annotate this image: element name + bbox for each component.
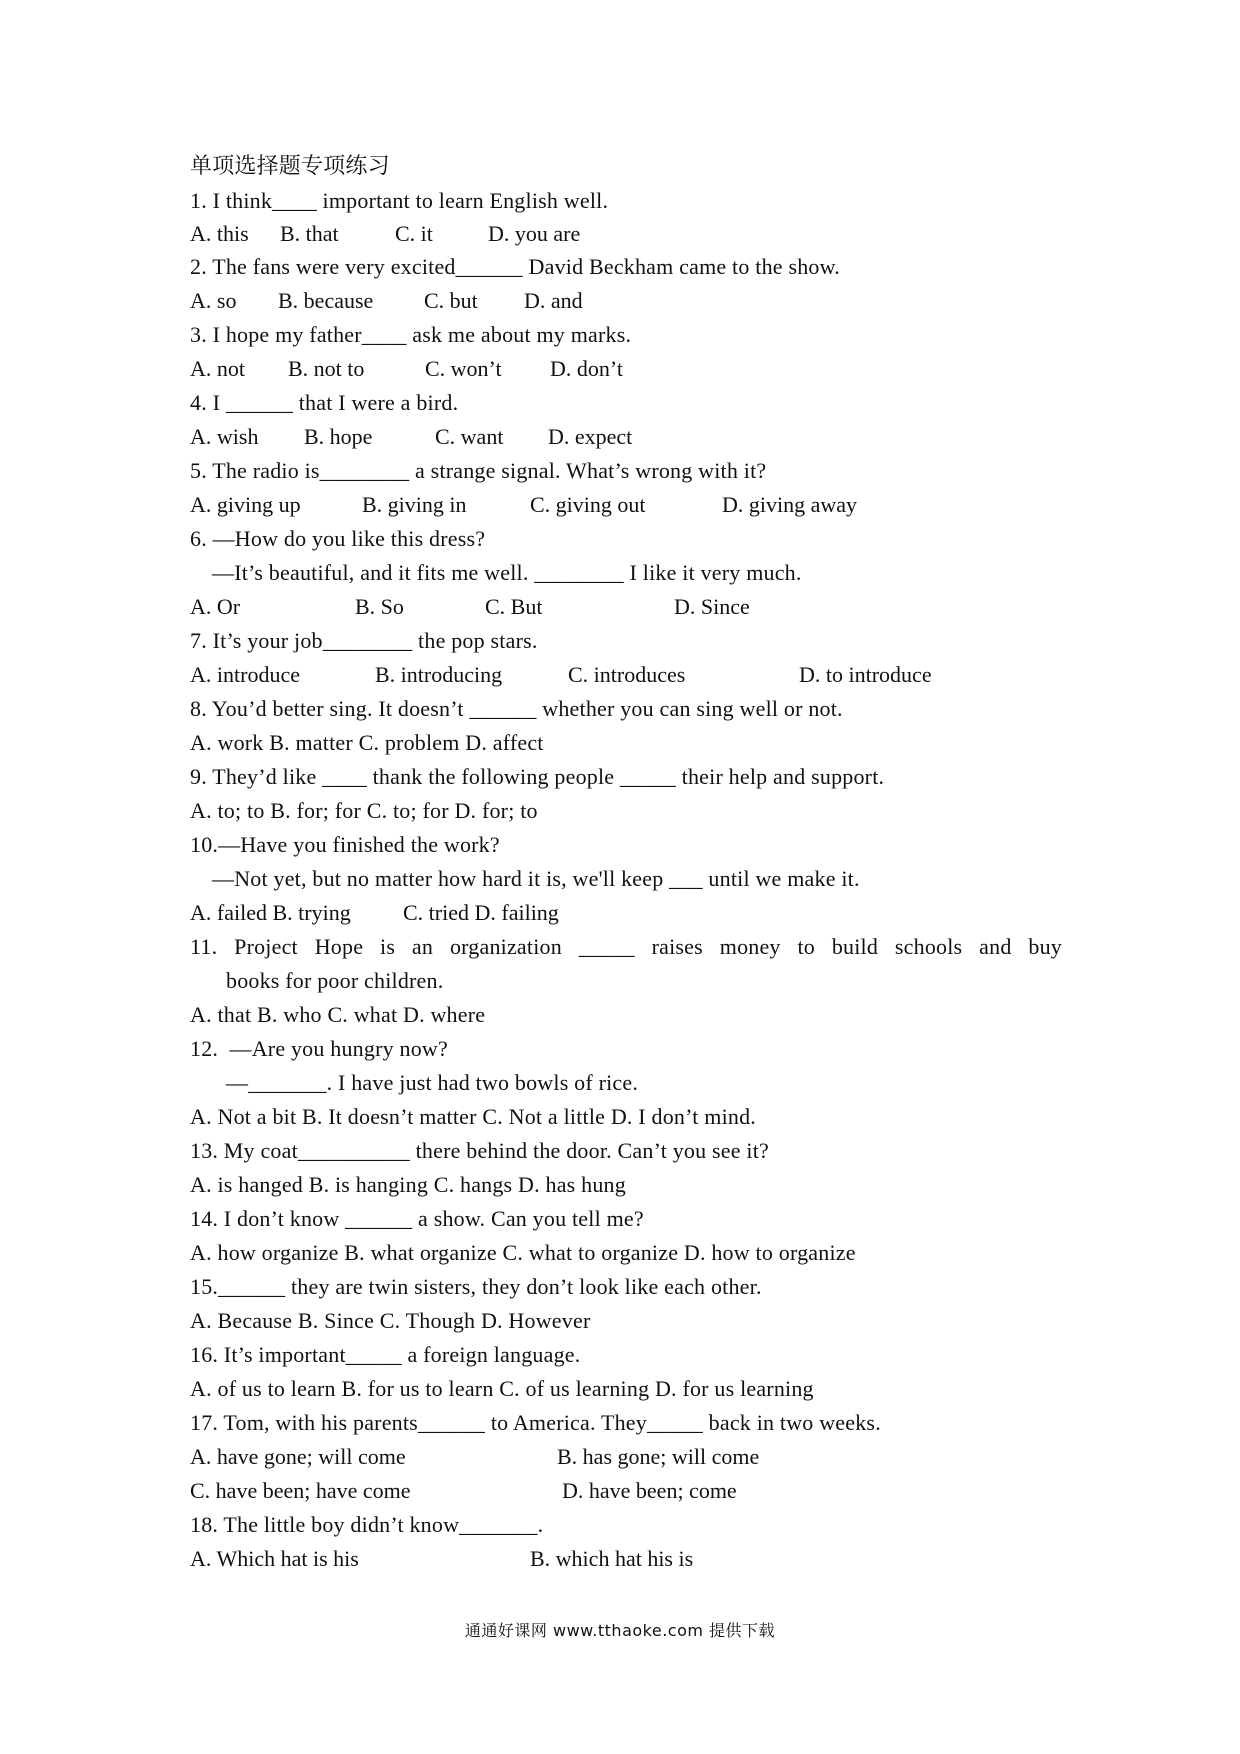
question-2-stem: 2. The fans were very excited______ David Beckham came to the show. xyxy=(190,254,840,279)
options-a-b: A. failed B. trying xyxy=(190,900,351,925)
question-18-options xyxy=(190,1544,1070,1574)
option-a: A. Or xyxy=(190,594,241,619)
option-a: A. wish xyxy=(190,424,259,449)
option-b: B. which hat his is xyxy=(530,1546,694,1571)
option-b: B. giving in xyxy=(362,492,467,517)
question-17-stem: 17. Tom, with his parents______ to America. They_____ back in two weeks. xyxy=(190,1410,881,1435)
option-b: B. has gone; will come xyxy=(557,1444,760,1469)
question-6-options xyxy=(190,592,1070,622)
options-c-d: C. tried D. failing xyxy=(403,900,559,925)
question-9-options: A. to; to B. for; for C. to; for D. for; to xyxy=(190,798,538,823)
question-10-stem: 10.—Have you finished the work? xyxy=(190,832,500,857)
question-12-stem: 12. —Are you hungry now? xyxy=(190,1036,448,1061)
option-c: C. won’t xyxy=(425,356,502,381)
question-4-stem: 4. I ______ that I were a bird. xyxy=(190,390,459,415)
question-17-options-row2 xyxy=(190,1476,1070,1506)
question-4-options xyxy=(190,422,1070,452)
option-a: A. Which hat is his xyxy=(190,1546,359,1571)
option-d: D. and xyxy=(524,288,583,313)
option-c: C. but xyxy=(424,288,478,313)
option-a: A. introduce xyxy=(190,662,300,687)
option-c: C. want xyxy=(435,424,504,449)
question-17-options-row1 xyxy=(190,1442,1070,1472)
question-1-options xyxy=(190,219,1070,249)
question-11-stem: 11. Project Hope is an organization _____ raises money to build schools and buy xyxy=(190,934,1062,959)
question-14-options: A. how organize B. what organize C. what to organize D. how to organize xyxy=(190,1240,856,1265)
option-d: D. expect xyxy=(548,424,633,449)
option-b: B. that xyxy=(280,221,339,246)
option-b: B. not to xyxy=(288,356,365,381)
question-16-options: A. of us to learn B. for us to learn C. of us learning D. for us learning xyxy=(190,1376,814,1401)
page-title: 单项选择题专项练习 xyxy=(190,154,390,179)
question-12-options: A. Not a bit B. It doesn’t matter C. Not a little D. I don’t mind. xyxy=(190,1104,756,1129)
option-a: A. this xyxy=(190,221,249,246)
option-d: D. you are xyxy=(488,221,581,246)
question-1-stem: 1. I think____ important to learn English well. xyxy=(190,188,609,213)
question-10-reply: —Not yet, but no matter how hard it is, we'll keep ___ until we make it. xyxy=(212,866,860,891)
question-6-stem: 6. —How do you like this dress? xyxy=(190,526,486,551)
option-c: C. But xyxy=(485,594,543,619)
question-9-stem: 9. They’d like ____ thank the following people _____ their help and support. xyxy=(190,764,885,789)
question-8-stem: 8. You’d better sing. It doesn’t ______ whether you can sing well or not. xyxy=(190,696,843,721)
question-11-stem-continued: books for poor children. xyxy=(226,968,444,993)
option-b: B. So xyxy=(355,594,404,619)
option-c: C. have been; have come xyxy=(190,1478,411,1503)
question-11-options: A. that B. who C. what D. where xyxy=(190,1002,486,1027)
page-footer: 通通好课网 www.tthaoke.com 提供下载 xyxy=(464,1621,776,1640)
option-b: B. because xyxy=(278,288,374,313)
question-12-reply: —_______. I have just had two bowls of rice. xyxy=(226,1070,639,1095)
question-10-options xyxy=(190,898,1070,928)
question-2-options xyxy=(190,286,1070,316)
question-16-stem: 16. It’s important_____ a foreign language. xyxy=(190,1342,581,1367)
question-18-stem: 18. The little boy didn’t know_______. xyxy=(190,1512,544,1537)
option-c: C. giving out xyxy=(530,492,646,517)
question-13-stem: 13. My coat__________ there behind the door. Can’t you see it? xyxy=(190,1138,769,1163)
option-c: C. introduces xyxy=(568,662,686,687)
question-15-stem: 15.______ they are twin sisters, they don’t look like each other. xyxy=(190,1274,762,1299)
question-8-options: A. work B. matter C. problem D. affect xyxy=(190,730,544,755)
question-3-stem: 3. I hope my father____ ask me about my marks. xyxy=(190,322,632,347)
option-a: A. giving up xyxy=(190,492,301,517)
option-d: D. don’t xyxy=(550,356,623,381)
option-d: D. giving away xyxy=(722,492,858,517)
question-7-options xyxy=(190,660,1070,690)
option-a: A. have gone; will come xyxy=(190,1444,406,1469)
question-5-stem: 5. The radio is________ a strange signal. What’s wrong with it? xyxy=(190,458,767,483)
option-a: A. so xyxy=(190,288,237,313)
option-d: D. to introduce xyxy=(799,662,932,687)
option-b: B. introducing xyxy=(375,662,503,687)
question-5-options xyxy=(190,490,1070,520)
option-c: C. it xyxy=(395,221,433,246)
question-6-reply: —It’s beautiful, and it fits me well. ________ I like it very much. xyxy=(212,560,802,585)
question-14-stem: 14. I don’t know ______ a show. Can you tell me? xyxy=(190,1206,644,1231)
question-15-options: A. Because B. Since C. Though D. However xyxy=(190,1308,591,1333)
option-d: D. Since xyxy=(674,594,750,619)
question-7-stem: 7. It’s your job________ the pop stars. xyxy=(190,628,538,653)
question-13-options: A. is hanged B. is hanging C. hangs D. has hung xyxy=(190,1172,626,1197)
question-3-options xyxy=(190,354,1070,384)
option-b: B. hope xyxy=(304,424,373,449)
option-d: D. have been; come xyxy=(562,1478,737,1503)
option-a: A. not xyxy=(190,356,245,381)
